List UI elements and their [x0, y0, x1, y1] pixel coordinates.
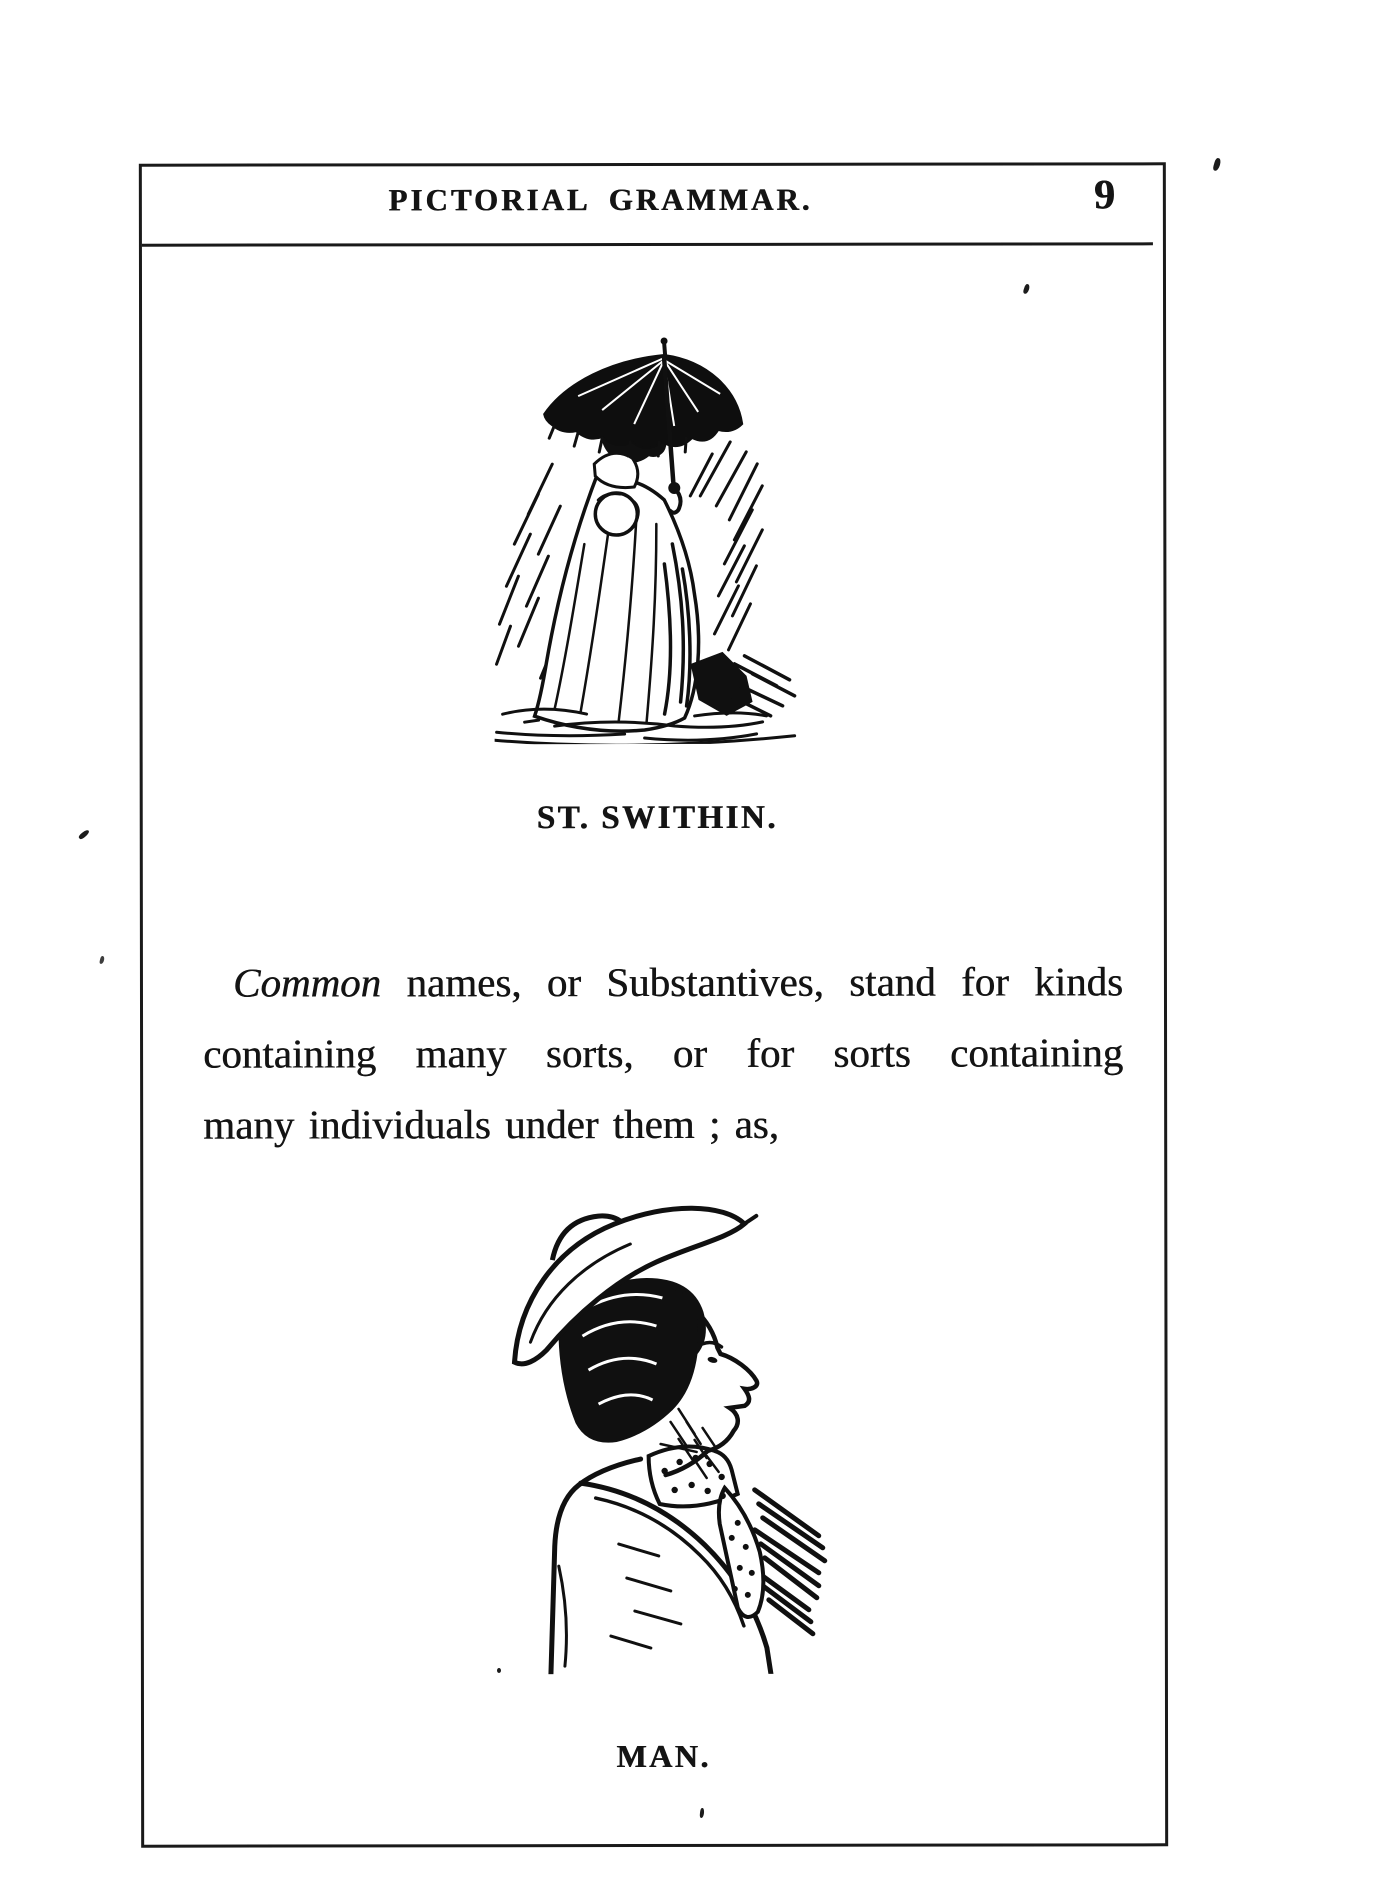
page-number: 9	[1093, 172, 1115, 219]
paragraph-line-3: many individuals under them ; as,	[203, 1100, 779, 1148]
boot-and-shadow	[691, 652, 795, 716]
rain-strokes-right	[690, 442, 762, 650]
white-collar	[594, 453, 638, 487]
scan-speck	[1212, 157, 1221, 171]
body-paragraph	[203, 946, 1123, 1160]
paragraph-line-1-rest: names, or Substantives, stand for kinds	[381, 958, 1123, 1006]
page-border-frame	[139, 162, 1168, 1847]
scan-speck	[78, 829, 91, 840]
scan-speck	[99, 956, 105, 965]
st-swithin-illustration	[494, 334, 815, 744]
header-rule	[142, 242, 1153, 246]
muff	[595, 493, 637, 535]
man-figure	[498, 1194, 829, 1674]
italic-lead-word: Common	[232, 959, 382, 1006]
paragraph-line-2: containing many sorts, or for sorts containing	[203, 1029, 1124, 1077]
umbrella-finial-knob	[661, 337, 668, 344]
st-swithin-figure	[494, 334, 815, 744]
man-illustration	[498, 1194, 829, 1674]
background-hatching	[755, 1490, 825, 1634]
running-header	[142, 165, 1163, 243]
scan-speck	[497, 1668, 501, 1673]
page-title: PICTORIAL GRAMMAR.	[388, 181, 813, 218]
eye	[707, 1356, 718, 1364]
spotted-neckerchief	[649, 1446, 764, 1617]
paragraph-line-1	[203, 946, 1123, 1018]
st-swithin-caption: ST. SWITHIN.	[536, 799, 778, 837]
man-caption: MAN.	[616, 1737, 711, 1775]
eyebrow	[702, 1342, 721, 1346]
